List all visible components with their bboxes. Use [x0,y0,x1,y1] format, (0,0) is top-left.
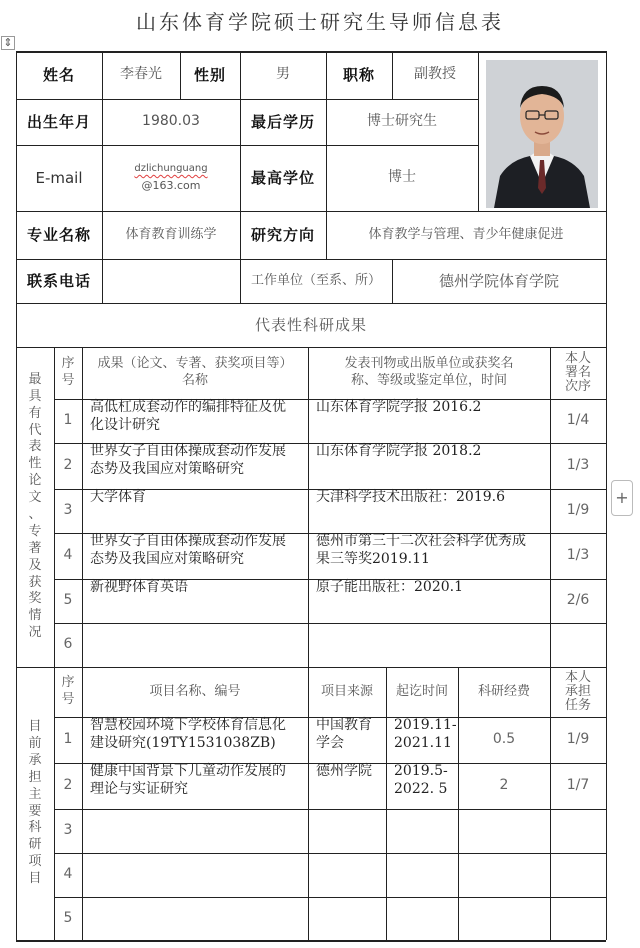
grid-line [16,99,478,100]
major-label: 专业名称 [26,225,91,244]
achievement-name [82,443,308,489]
header-line: 本人 [564,350,591,366]
grid-line [54,443,606,444]
side-label-char: 目 [28,871,42,887]
achievement-name-line: 化设计研究 [90,416,160,433]
achievement-publisher [308,443,550,489]
achievement-name [82,623,308,667]
gender-label: 性别 [193,65,226,84]
achievement-publisher [308,533,550,579]
side-label-char: 及 [28,557,42,573]
grid-line [54,623,606,624]
achievement-name-line: 高低杠成套动作的编排特征及优 [90,399,286,415]
achievement-seq: 4 [63,547,73,564]
grid-line [54,717,606,718]
project-source [308,853,386,897]
grid-line [478,51,479,211]
grid-line [54,897,606,898]
gender-value: 男 [276,66,290,83]
achievement-rank [550,623,606,667]
achievement-publisher [308,623,550,667]
side-label-char: 承 [28,752,42,768]
side-label-char: 性 [28,456,42,472]
side-label-char: 有 [28,405,42,421]
email-domain: @163.com [141,179,201,193]
education-label: 最后学历 [250,112,315,131]
side-label-char: 目 [28,719,42,735]
project-period [386,853,458,897]
grid-line [54,579,606,580]
achievement-publisher [308,399,550,443]
side-label-char: 最 [28,371,42,387]
achievement-name-line: 态势及我国应对策略研究 [90,550,244,567]
header-line: 序 [61,356,75,372]
side-label-char: 、 [28,507,42,522]
email-user: dzlichunguang [134,162,208,174]
achievement-seq: 5 [63,592,73,609]
project-period [386,809,458,853]
page-title: 山东体育学院硕士研究生导师信息表 [136,10,504,34]
project-period-line: 2019.11- [394,717,457,733]
achievement-name [82,489,308,533]
project-name [82,853,308,897]
project-role [550,809,606,853]
side-label-char: 项 [28,854,42,870]
grid-line [16,145,478,146]
achievement-publisher-line: 原子能出版社：2020.1 [316,579,463,595]
header-line: 号 [61,373,75,388]
project-role [550,853,606,897]
project-funds [458,809,550,853]
header-line: 次序 [564,379,591,395]
header-line: 名称 [181,373,208,388]
add-row-button[interactable]: + [611,480,633,516]
achievement-name-line: 新视野体育英语 [90,579,188,595]
side-label-char: 前 [28,735,42,751]
project-period-line: 2022. 5 [394,780,448,797]
achievement-rank: 1/4 [566,412,590,429]
achievement-rank: 1/9 [566,502,590,519]
grid-line [16,51,17,940]
achievement-publisher-line: 山东体育学院学报 2016.2 [316,399,482,415]
name-label: 姓名 [42,65,75,84]
grid-line [54,399,606,400]
grid-line [386,667,387,940]
project-funds: 2 [499,777,509,794]
achievement-seq: 6 [63,636,73,653]
project-name [82,897,308,940]
project-role: 1/7 [566,777,590,794]
grid-line [54,763,606,764]
project-source-line: 学会 [316,734,344,751]
achievement-name-line: 态势及我国应对策略研究 [90,460,244,477]
degree-value: 博士 [388,169,416,186]
achievements-header-rank [550,347,606,399]
side-label-char: 代 [28,422,42,438]
side-label-char: 况 [28,625,42,641]
achievements-header-name [82,347,308,399]
grid-line [606,51,607,940]
grid-line [54,533,606,534]
achievement-publisher-line: 山东体育学院学报 2018.2 [316,443,482,459]
achievement-name-line: 大学体育 [90,489,146,505]
achievements-section-title: 代表性科研成果 [254,315,367,334]
grid-line [54,853,606,854]
unit-label: 工作单位（至系、所） [250,272,381,288]
achievement-seq: 1 [63,412,73,429]
project-source-line: 德州学院 [316,763,372,779]
phone-label: 联系电话 [26,271,91,290]
side-label-char: 专 [28,523,42,539]
side-label-char: 主 [28,786,42,802]
email-label: E-mail [35,168,83,187]
project-seq: 5 [63,909,73,926]
major-value: 体育教育训练学 [125,226,217,242]
projects-header-seq [54,667,82,717]
grid-line [326,51,327,259]
project-name-line: 建设研究(19TY1531038ZB) [90,734,276,751]
achievement-publisher-line: 德州市第三十二次社会科学优秀成 [316,533,526,549]
projects-header-name: 项目名称、编号 [149,683,241,699]
achievement-name [82,399,308,443]
projects-header-source: 项目来源 [320,683,373,699]
header-line: 称、等级或鉴定单位，时间 [350,373,507,388]
birth-value: 1980.03 [142,113,200,130]
grid-line [16,667,606,668]
side-label-char: 奖 [28,591,42,607]
project-seq: 4 [63,866,73,883]
header-line: 号 [61,692,75,707]
project-name-line: 健康中国背景下儿童动作发展的 [90,763,286,779]
project-period-line: 2019.5- [394,763,448,779]
grid-line [16,347,606,348]
grid-line [54,489,606,490]
header-line: 发表刊物或出版单位或获奖名 [344,356,514,372]
table-move-handle-icon[interactable]: ⇕ [1,36,15,50]
header-line: 序 [61,675,75,691]
header-line: 署名 [564,364,591,380]
achievement-publisher-line: 果三等奖2019.11 [316,550,430,567]
grid-line [458,667,459,940]
project-role [550,897,606,940]
achievement-name [82,579,308,623]
achievement-publisher [308,579,550,623]
header-line: 成果（论文、专著、获奖项目等） [97,356,293,372]
mentor-photo [486,60,598,208]
birth-label: 出生年月 [26,112,91,131]
side-label-char: 要 [28,803,42,819]
grid-line [16,51,606,53]
project-name-line: 智慧校园环境下学校体育信息化 [90,717,286,733]
achievement-seq: 3 [63,502,73,519]
project-funds: 0.5 [492,731,516,748]
grid-line [550,347,551,940]
title-value: 副教授 [414,66,456,83]
achievement-name-line: 世界女子自由体操成套动作发展 [90,533,286,549]
achievement-name-line: 世界女子自由体操成套动作发展 [90,443,286,459]
project-source-line: 中国教育 [316,717,372,733]
achievement-name [82,533,308,579]
grid-line [16,303,606,304]
degree-label: 最高学位 [250,168,315,187]
grid-line [16,211,606,212]
project-name [82,763,308,809]
title-label: 职称 [342,65,375,84]
direction-value: 体育教学与管理、青少年健康促进 [368,226,564,242]
grid-line [180,51,181,99]
achievement-rank: 1/3 [566,547,590,564]
project-role: 1/9 [566,731,590,748]
project-seq: 1 [63,731,73,748]
side-label-char: 文 [28,490,42,506]
achievements-header-publisher [308,347,550,399]
achievement-seq: 2 [63,457,73,474]
project-source [308,763,386,809]
grid-line [240,51,241,303]
education-value: 博士研究生 [367,113,437,130]
project-funds [458,853,550,897]
grid-line [54,809,606,810]
direction-label: 研究方向 [250,225,315,244]
achievements-header-seq [54,347,82,399]
grid-line [54,347,55,940]
project-period [386,763,458,809]
phone-value [102,259,240,303]
projects-header-role [550,667,606,717]
achievement-rank: 1/3 [566,457,590,474]
side-label-char: 担 [28,769,42,785]
grid-line [392,259,393,303]
project-name [82,717,308,763]
project-period [386,717,458,763]
email-value [102,145,240,211]
achievements-side-label [16,347,54,667]
project-period-line: 2021.11 [394,734,452,751]
side-label-char: 科 [28,820,42,836]
project-source [308,809,386,853]
side-label-char: 论 [28,473,42,489]
side-label-char: 著 [28,540,42,556]
achievement-publisher [308,489,550,533]
project-source [308,717,386,763]
header-line: 本人 [564,669,591,685]
project-funds [458,897,550,940]
projects-header-funds: 科研经费 [477,683,530,699]
project-name [82,809,308,853]
grid-line [16,940,606,942]
side-label-char: 获 [28,574,42,590]
side-label-char: 研 [28,837,42,853]
unit-value: 德州学院体育学院 [438,271,559,290]
achievement-rank: 2/6 [566,592,590,609]
grid-line [308,347,309,940]
name-value: 李春光 [120,66,162,83]
grid-line [82,347,83,940]
header-line: 任务 [564,698,591,714]
project-name-line: 理论与实证研究 [90,780,188,797]
grid-line [16,259,606,260]
grid-line [102,51,103,303]
side-label-char: 情 [28,608,42,624]
achievement-publisher-line: 天津科学技术出版社：2019.6 [316,489,505,505]
grid-line [392,51,393,99]
project-source [308,897,386,940]
side-label-char: 表 [28,439,42,455]
project-period [386,897,458,940]
projects-side-label [16,667,54,940]
project-seq: 3 [63,822,73,839]
projects-header-period: 起讫时间 [395,683,448,699]
side-label-char: 具 [28,388,42,404]
project-seq: 2 [63,777,73,794]
header-line: 承担 [564,683,591,699]
